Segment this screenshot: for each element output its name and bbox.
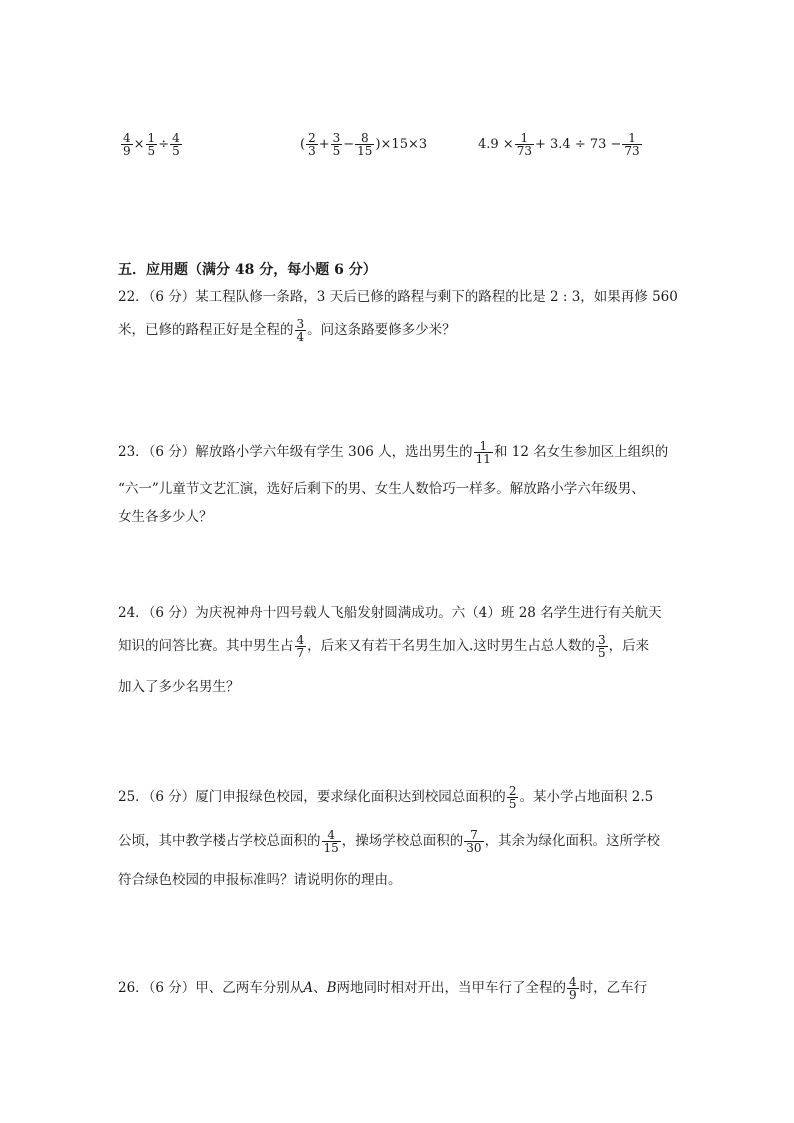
question-24-line-2: 知识的问答比赛。其中男生占 $\frac{4}{7}$ ，后来又有若干名男生加入.这时男生占总人数的 $\frac{3}{5}$ ，后来 [118, 633, 650, 660]
question-26-line-1: 26．（6 分）甲、乙两车分别从A、B两地同时相对开出，当甲车行了全程的 $\frac{4}{9}$ 时，乙车行 [118, 975, 648, 1002]
question-24-line-1: 24．（6 分）为庆祝神舟十四号载人飞船发射圆满成功。六（4）班 28 名学生进行有关航天 [118, 605, 662, 621]
question-22-line-2: 米，已修的路程正好是全程的 $\frac{3}{4}$ 。问这条路要修多少米？ [118, 317, 456, 344]
fraction: $\frac{4}{15}$ [323, 828, 339, 855]
fraction: $\frac{2}{5}$ [508, 784, 517, 811]
fraction: $\frac{2}{3}$ [308, 131, 316, 158]
question-25-line-3: 符合绿色校园的申报标准吗？请说明你的理由。 [118, 872, 402, 888]
fraction: $\frac{7}{30}$ [466, 828, 482, 855]
fraction: $\frac{4}{5}$ [172, 131, 180, 158]
fraction: $\frac{3}{5}$ [332, 131, 341, 158]
calc-expression-3: 4.9 × $\frac{1}{73}$ + 3.4 ÷ 73 − $\frac{1}{73}$ [478, 131, 640, 158]
fraction: $\frac{4}{9}$ [568, 975, 577, 1002]
fraction: $\frac{3}{4}$ [296, 317, 305, 344]
fraction: $\frac{3}{5}$ [597, 633, 606, 660]
section-title: 五．应用题（满分 48 分，每小题 6 分） [118, 262, 377, 278]
fraction: $\frac{1}{11}$ [475, 439, 491, 466]
calc-expression-1: $\frac{4}{9}$ × $\frac{1}{5}$ ÷ $\frac{4}{5}$ [123, 131, 180, 158]
fraction: $\frac{1}{5}$ [147, 131, 156, 158]
fraction: $\frac{1}{73}$ [516, 131, 532, 158]
fraction: $\frac{8}{15}$ [357, 131, 373, 158]
calc-expression-2: ( $\frac{2}{3}$ + $\frac{3}{5}$ − $\frac{8}{15}$ )×15×3 [300, 131, 428, 158]
fraction: $\frac{4}{9}$ [123, 131, 131, 158]
question-23-line-2: “六一”儿童节文艺汇演，选好后剩下的男、女生人数恰巧一样多。解放路小学六年级男、 [118, 481, 645, 497]
fraction: $\frac{4}{7}$ [296, 633, 305, 660]
question-25-line-2: 公顷，其中教学楼占学校总面积的 $\frac{4}{15}$ ，操场学校总面积的 $\frac{7}{30}$ ，其余为绿化面积。这所学校 [118, 828, 661, 855]
question-24-line-3: 加入了多少名男生？ [118, 679, 240, 695]
question-23-line-1: 23．（6 分）解放路小学六年级有学生 306 人，选出男生的 $\frac{1}{11}$ 和 12 名女生参加区上组织的 [118, 439, 669, 466]
question-25-line-1: 25．（6 分）厦门申报绿色校园，要求绿化面积达到校园总面积的 $\frac{2}{5}$ 。某小学占地面积 2.5 [118, 784, 654, 811]
question-22-line-1: 22．（6 分）某工程队修一条路，3 天后已修的路程与剩下的路程的比是 2 : 3，如果再修 560 [118, 289, 678, 305]
fraction: $\frac{1}{73}$ [624, 131, 640, 158]
question-23-line-3: 女生各多少人？ [118, 509, 213, 525]
